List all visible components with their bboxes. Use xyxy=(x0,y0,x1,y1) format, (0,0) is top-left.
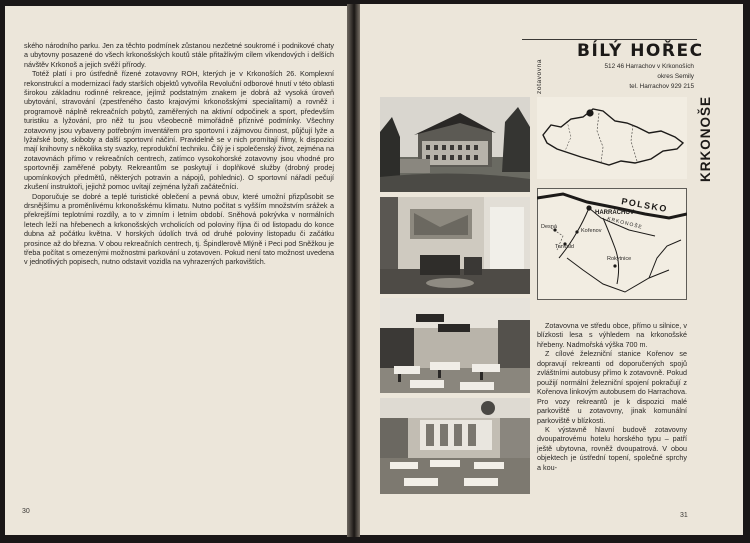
photo-restaurant-hall xyxy=(380,398,530,494)
right-paragraph: Z cílové železniční stanice Kořenov se dopravují rekreanti od doporučených spojů zvláštními autobusy přímo k zotavovně. Pokud použijí normální železniční spojení pokračují z Kořenova linkovým autobusem do Harrachova. Pro vozy rekreantů je k dispozici malé parkoviště u zotavovny, jinak komunální parkoviště v blízkosti. xyxy=(537,349,687,425)
left-page-number: 30 xyxy=(22,508,30,515)
header-rule xyxy=(522,39,697,40)
address-line: 512 46 Harrachov v Krkonoších xyxy=(604,63,694,70)
region-label-text: KRKONOŠE xyxy=(698,95,713,182)
left-paragraph: ského národního parku. Jen za těchto podmínek zůstanou nezčetné soukromé i podnikové chaty a ubytovny posazené do všech krkonošských koutů stále přitažlivým cílem víkendových i delších návštěv Krkonoš a jejich svěží přírody. xyxy=(24,41,334,69)
map-label-town: Kořenov xyxy=(581,228,602,234)
address-block xyxy=(560,62,694,92)
map-label-town: Tanvald xyxy=(555,244,574,250)
category-label-text: zotavovna xyxy=(536,58,543,94)
left-paragraph: Totéž platí i pro ústředně řízené zotavovny ROH, kterých je v Krkonoších 26. Komplexní rekonstrukcí a modernizací řady starších objektů vytvořila Revoluční odborové hnutí v této oblasti širokou základnu rodinné rekreace, jejímž podstatným znakem je dobrá až vysoká úroveň ubytování, stravování (zpestřeného často krajovými krkonošskými specialitami) a rovněž i programově náplně rekreačních pobytů, zaměřených na aktivní odpočinek a sport, především turistiku a lyžování, pro něž tu jsou všeobecně mimořádně příznivé podmínky. Všechny zotavovny jsou vybaveny potřebným inventářem pro sportovní i zájmovou činnost, půjčují lyže a lyžařské boty, skiboby a další sportovní náčiní. Pravidelně se v nich promítají filmy, k dispozici mají knihovny s několika sty svazky, reprodukční techniku. Čilý je i společenský život, zejména na zotavovnách přímo v rekreačních centrech, zatímco vysokohorské zotavovny jsou vhodné pro sportovněji zaměřené pobyty. Rekreantům se poskytují i doplňkové služby (drobný prodej upomínkových předmětů, některých potravin a nápojů, pohlednic). O sportovní nářadí pečují zkušení instruktoři, jejichž pomoc uvítají zejména lyžaři začátečníci. xyxy=(24,69,334,192)
facility-title: BÍLÝ HOŘEC xyxy=(577,41,704,61)
region-label xyxy=(698,90,718,182)
left-paragraph: Doporučuje se dobré a teplé turistické oblečení a pevná obuv, které umožní přizpůsobit se drsnějšímu a proměnlivému krkonošskému klimatu. Nutno počítat s vyšším množstvím srážek a překrejšími teplotními rozdíly, a to v zimním i letním období. Sněhová pokrývka v normálních letech leží na hřebenech a krkonošských vrcholicích od poloviny října či od listopadu do konce dubna až počátku května. V horských údolích trvá od druhé poloviny listopadu či začátku prosince až do března. V obou rekreačních centrech, tj. Špindlerově Mlýně i Peci pod Sněžkou je třeba počítat s omezenými možnostmi parkování u zotavoven. Pokud není tato možnost uvedena v jednotlivých popisech, nutno odstavit vozidla na vyhrazených parkovištích. xyxy=(24,191,334,267)
map-czechoslovakia xyxy=(537,97,687,179)
address-line: tel. Harrachov 929 215 xyxy=(629,83,694,90)
left-page-body xyxy=(24,41,334,267)
map-label-town: Rokytnice xyxy=(607,256,632,262)
map-label-town: Desná xyxy=(541,224,557,230)
address-line: okres Semily xyxy=(657,73,694,80)
right-page-number: 31 xyxy=(680,512,688,519)
category-label xyxy=(536,44,548,94)
photo-hotel-exterior xyxy=(380,97,530,192)
map-label-range: KRKONOŠE xyxy=(606,216,644,231)
right-paragraph: Zotavovna ve středu obce, přímo u silnice, v blízkosti lesa s výhledem na krkonošské hřebeny. Nadmořská výška 700 m. xyxy=(537,321,687,349)
book-gutter xyxy=(347,4,360,537)
right-paragraph: K výstavně hlavní budově zotavovny dvoupatrovému hotelu horského typu – patří ještě ubytovna, rovněž dvoupatrová. V obou objektech je ústřední topení, společné sprchy a kou- xyxy=(537,424,687,472)
photo-dining-room xyxy=(380,298,530,393)
photo-lounge-interior xyxy=(380,197,530,294)
map-harrachov-area xyxy=(537,188,687,300)
map-label-town: HARRACHOV xyxy=(595,210,634,216)
right-page-body xyxy=(537,321,687,472)
map-label-country: POLSKO xyxy=(620,196,669,215)
